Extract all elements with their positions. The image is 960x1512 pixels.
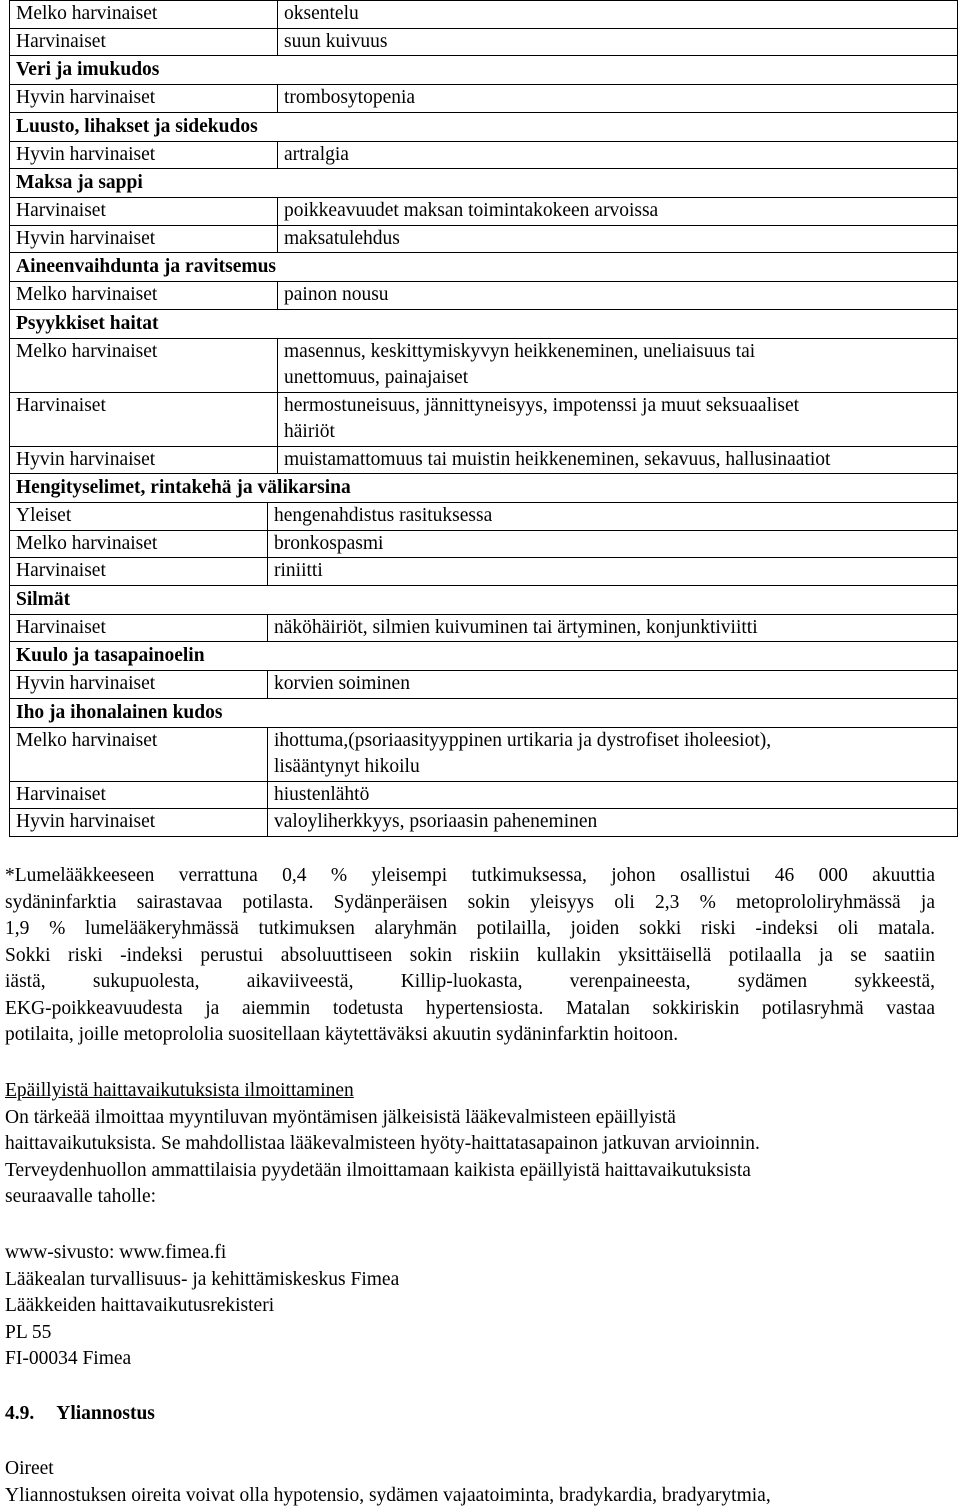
effect-cell	[268, 614, 958, 642]
table-row	[10, 503, 958, 531]
symptoms-text: Yliannostuksen oireita voivat olla hypotensio, sydämen vajaatoiminta, bradykardia, bradyarytmia,	[5, 1484, 771, 1506]
address-block	[5, 1240, 935, 1373]
frequency-cell: Harvinaiset	[10, 558, 268, 586]
effect-cell	[278, 85, 958, 113]
footnote-line: Sokki riski -indeksi perustui absoluuttiseen sokin riskiin kullakin yksittäisellä potilaalla ja se saatiin	[5, 944, 935, 966]
effect-cell	[268, 727, 958, 781]
effect-text: painon nousu	[284, 284, 389, 305]
table-row	[10, 198, 958, 226]
frequency-cell: Harvinaiset	[10, 28, 278, 56]
frequency-cell: Melko harvinaiset	[10, 727, 268, 781]
table-row	[10, 530, 958, 558]
table-row	[10, 1, 958, 29]
address-line: www-sivusto: www.fimea.fi	[5, 1242, 227, 1263]
section-title: Psyykkiset haitat	[10, 309, 958, 338]
table-row	[10, 141, 958, 169]
effect-text: muistamattomuus tai muistin heikkeneminen, sekavuus, hallusinaatiot	[284, 448, 831, 470]
table-row	[10, 392, 958, 446]
adverse-effects-table	[9, 0, 958, 837]
effect-text: valoyliherkkyys, psoriaasin paheneminen	[274, 811, 598, 832]
effect-text: lisääntynyt hikoilu	[274, 756, 420, 777]
effect-text: poikkeavuudet maksan toimintakokeen arvoissa	[284, 200, 659, 221]
address-line: FI-00034 Fimea	[5, 1348, 132, 1369]
section-title: Silmät	[10, 585, 958, 614]
footnote-line: sydäninfarktia sairastavaa potilasta. Sydänperäisen sokin yleisyys oli 2,3 % metoprololiryhmässä ja	[5, 891, 935, 913]
section-title: Iho ja ihonalainen kudos	[10, 698, 958, 727]
table-row	[10, 446, 958, 474]
frequency-cell: Hyvin harvinaiset	[10, 446, 278, 474]
effect-text: bronkospasmi	[274, 532, 384, 554]
effect-text: näköhäiriöt, silmien kuivuminen tai ärtyminen, konjunktiviitti	[274, 616, 758, 638]
section-title: Luusto, lihakset ja sidekudos	[10, 112, 958, 141]
footnote-line: potilaita, joille metoprololia suositellaan käytettäväksi akuutin sydäninfarktin hoitoon.	[5, 1024, 679, 1045]
table-row	[10, 781, 958, 809]
frequency-cell: Melko harvinaiset	[10, 282, 278, 310]
frequency-cell: Melko harvinaiset	[10, 530, 268, 558]
effect-text: masennus, keskittymiskyvyn heikkeneminen, uneliaisuus tai	[284, 340, 756, 362]
frequency-cell: Hyvin harvinaiset	[10, 671, 268, 699]
section-title: Yliannostus	[56, 1403, 155, 1424]
effect-cell	[278, 392, 958, 446]
frequency-cell: Yleiset	[10, 503, 268, 531]
section-title: Aineenvaihdunta ja ravitsemus	[10, 253, 958, 282]
table-section-row	[10, 309, 958, 338]
footnote-line: *Lumelääkkeeseen verrattuna 0,4 % yleisempi tutkimuksessa, johon osallistui 46 000 akuuttia	[5, 865, 935, 886]
effect-text: hiustenlähtö	[274, 783, 370, 805]
frequency-cell: Melko harvinaiset	[10, 338, 278, 392]
effect-cell	[268, 809, 958, 837]
reporting-line: seuraavalle taholle:	[5, 1186, 157, 1207]
effect-cell	[278, 1, 958, 29]
table-section-row	[10, 56, 958, 85]
effect-cell	[268, 781, 958, 809]
table-section-row	[10, 698, 958, 727]
reporting-line: Terveydenhuollon ammattilaisia pyydetään ilmoittamaan kaikista epäillyistä haittavaikutuksista	[5, 1159, 751, 1181]
table-row	[10, 809, 958, 837]
effect-cell	[278, 282, 958, 310]
section-title: Kuulo ja tasapainoelin	[10, 642, 958, 671]
effect-text: korvien soiminen	[274, 673, 410, 694]
frequency-cell: Hyvin harvinaiset	[10, 141, 278, 169]
table-row	[10, 338, 958, 392]
table-section-row	[10, 253, 958, 282]
address-line: Lääkealan turvallisuus- ja kehittämiskeskus Fimea	[5, 1268, 400, 1290]
effect-text: maksatulehdus	[284, 227, 400, 249]
frequency-cell: Harvinaiset	[10, 781, 268, 809]
table-section-row	[10, 474, 958, 503]
table-section-row	[10, 642, 958, 671]
reporting-section	[5, 1078, 935, 1211]
effect-text: suun kuivuus	[284, 30, 388, 52]
effect-cell	[268, 530, 958, 558]
section-number: 4.9.	[5, 1403, 35, 1424]
effect-cell	[268, 558, 958, 586]
table-row	[10, 671, 958, 699]
frequency-cell: Hyvin harvinaiset	[10, 85, 278, 113]
table-section-row	[10, 585, 958, 614]
effect-text: hermostuneisuus, jännittyneisyys, impotenssi ja muut seksuaaliset	[284, 394, 800, 416]
table-row	[10, 225, 958, 253]
effect-cell	[268, 503, 958, 531]
symptoms-heading: Oireet	[5, 1458, 54, 1479]
effect-text: ihottuma,(psoriaasityyppinen urtikaria ja dystrofiset iholeesiot),	[274, 729, 772, 751]
effect-cell	[278, 225, 958, 253]
table-row	[10, 282, 958, 310]
reporting-line: haittavaikutuksista. Se mahdollistaa lääkevalmisteen hyöty-haittatasapainon jatkuvan arvioinnin.	[5, 1133, 760, 1154]
address-line: Lääkkeiden haittavaikutusrekisteri	[5, 1295, 275, 1316]
frequency-cell: Harvinaiset	[10, 392, 278, 446]
frequency-cell: Melko harvinaiset	[10, 1, 278, 29]
footnote-line: iästä, sukupuolesta, aikaviiveestä, Killip-luokasta, verenpaineesta, sydämen sykkeestä,	[5, 971, 935, 992]
reporting-line: On tärkeää ilmoittaa myyntiluvan myöntämisen jälkeisistä lääkevalmisteen epäillyistä	[5, 1106, 676, 1128]
effect-text: hengenahdistus rasituksessa	[274, 505, 493, 526]
reporting-paragraph	[5, 1105, 935, 1211]
table-section-row	[10, 169, 958, 198]
effect-cell	[278, 141, 958, 169]
frequency-cell: Hyvin harvinaiset	[10, 225, 278, 253]
footnote-line: EKG-poikkeavuudesta ja aiemmin todetusta hypertensiosta. Matalan sokkiriskin potilasryhmä vastaa	[5, 997, 935, 1019]
effect-cell	[278, 198, 958, 226]
effect-text: häiriöt	[284, 421, 335, 442]
effect-text: oksentelu	[284, 3, 359, 24]
reporting-heading: Epäillyistä haittavaikutuksista ilmoittaminen	[5, 1080, 354, 1101]
symptoms-section	[5, 1456, 935, 1509]
table-row	[10, 85, 958, 113]
address-line: PL 55	[5, 1321, 52, 1343]
frequency-cell: Harvinaiset	[10, 198, 278, 226]
table-row	[10, 558, 958, 586]
effect-cell	[278, 28, 958, 56]
footnote-line: 1,9 % lumelääkeryhmässä tutkimuksen alaryhmän potilailla, joiden sokki riski -indeksi oli matala.	[5, 918, 935, 939]
section-title: Maksa ja sappi	[10, 169, 958, 198]
section-heading	[5, 1401, 935, 1428]
table-section-row	[10, 112, 958, 141]
effect-cell	[278, 338, 958, 392]
footnote-paragraph	[5, 863, 935, 1049]
table-row	[10, 727, 958, 781]
section-title: Hengityselimet, rintakehä ja välikarsina	[10, 474, 958, 503]
section-title: Veri ja imukudos	[10, 56, 958, 85]
table-row	[10, 614, 958, 642]
effect-cell	[278, 446, 958, 474]
effect-text: trombosytopenia	[284, 87, 416, 108]
effect-text: unettomuus, painajaiset	[284, 367, 469, 388]
frequency-cell: Harvinaiset	[10, 614, 268, 642]
table-row	[10, 28, 958, 56]
effect-text: artralgia	[284, 143, 349, 165]
effect-cell	[268, 671, 958, 699]
frequency-cell: Hyvin harvinaiset	[10, 809, 268, 837]
effect-text: riniitti	[274, 560, 323, 581]
